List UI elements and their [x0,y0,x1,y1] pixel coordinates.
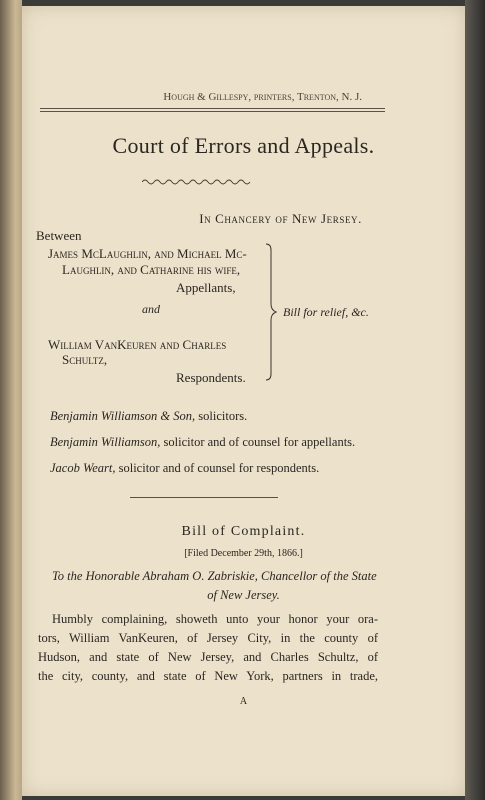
book-right-edge [465,0,485,800]
signature-mark: A [239,696,248,707]
solicitor-role: solicitor and of counsel for appellants. [160,435,356,449]
court-title: Court of Errors and Appeals. [112,133,375,158]
respondents-line-2: Schultz, [62,352,108,367]
body-text-line: Humbly complaining, showeth unto your honor your ora- [52,612,378,626]
respondents-label: Respondents. [176,370,246,385]
between-label: Between [36,228,82,243]
section-divider [130,497,278,498]
body-text-line: Hudson, and state of New Jersey, and Charles Schultz, of [38,650,378,664]
solicitor-role: solicitor and of counsel for respondents. [115,461,320,475]
solicitor-name: Benjamin Williamson & Son, [50,409,196,423]
solicitor-name: Jacob Weart, [50,461,116,475]
respondents-line-1: William VanKeuren and Charles [48,337,227,352]
body-text-line: tors, William VanKeuren, of Jersey City, in the county of [38,631,378,645]
book-left-edge [0,0,22,800]
header-rule [40,108,385,112]
address-line-2: of New Jersey. [207,588,280,602]
wavy-ornament [142,178,252,186]
filed-date: [Filed December 29th, 1866.] [184,548,303,559]
solicitor-line [50,461,319,476]
document-page [22,6,465,796]
address-line-1: To the Honorable Abraham O. Zabriskie, Chancellor of the State [52,569,377,583]
and-label: and [142,302,160,316]
appellants-line-1: James McLaughlin, and Michael Mc- [48,246,247,261]
appellants-label: Appellants, [176,280,236,295]
appellants-line-2: Laughlin, and Catharine his wife, [62,262,241,277]
solicitor-name: Benjamin Williamson, [50,435,161,449]
solicitor-line [50,409,247,424]
solicitor-line [50,435,355,450]
chancery-heading: In Chancery of New Jersey. [199,211,362,226]
solicitor-role: solicitors. [195,409,248,423]
bill-for-relief: Bill for relief, &c. [283,305,369,319]
bracket-brace [262,242,282,382]
printer-line: Hough & Gillespy, printers, Trenton, N. J. [163,91,362,103]
body-text-line: the city, county, and state of New York, partners in trade, [38,669,378,683]
bill-title: Bill of Complaint. [181,524,306,539]
